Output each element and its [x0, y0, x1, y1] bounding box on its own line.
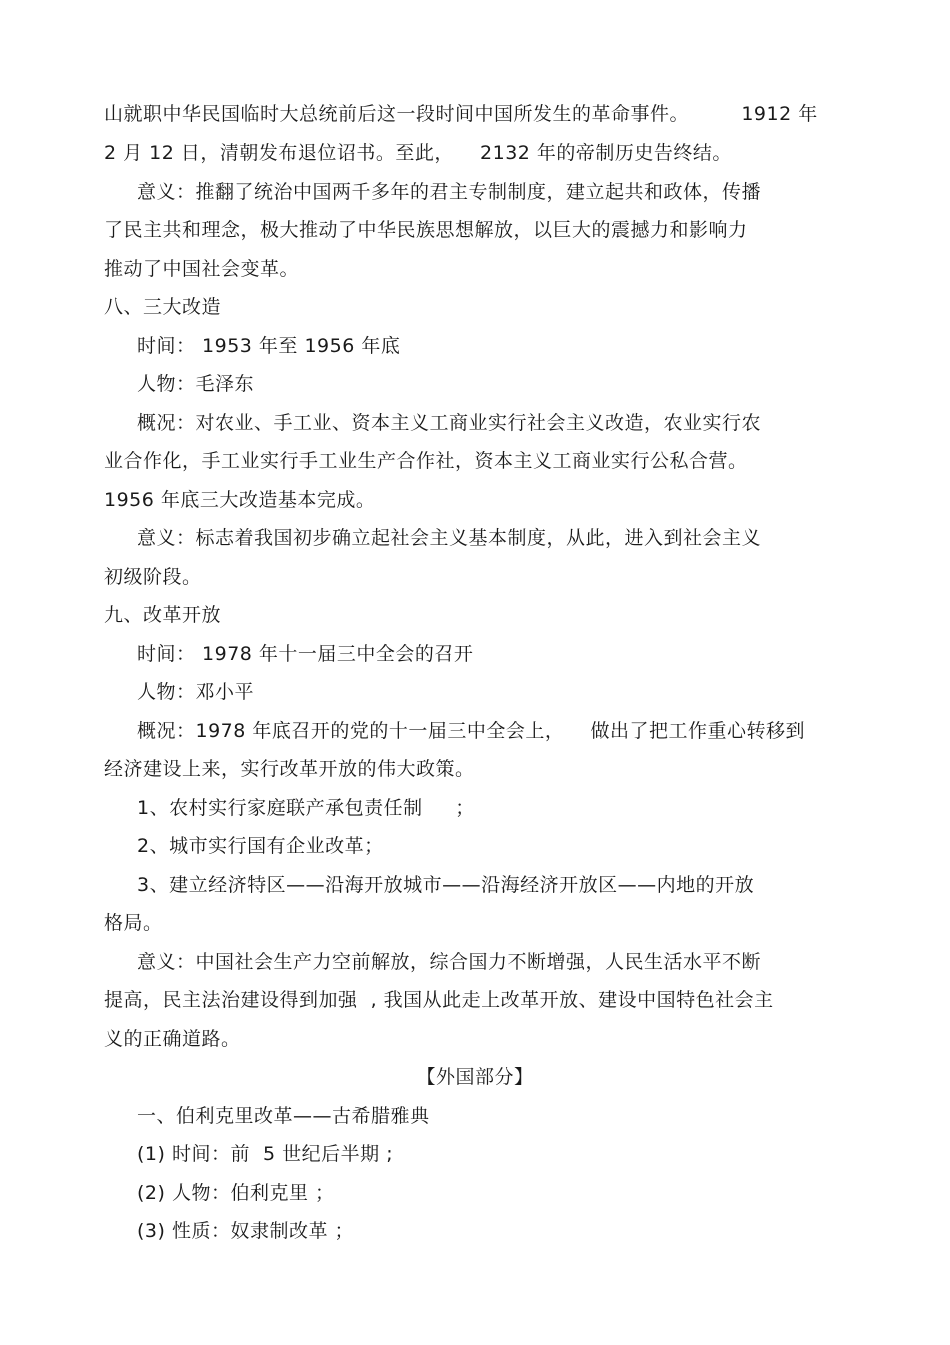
- text-line: 时间： 1978 年十一届三中全会的召开: [137, 643, 474, 665]
- text-line: 意义：中国社会生产力空前解放，综合国力不断增强，人民生活水平不断: [137, 951, 762, 973]
- text-line: 概况：对农业、手工业、资本主义工商业实行社会主义改造，农业实行农: [137, 412, 762, 434]
- text-line: 格局。: [104, 912, 163, 934]
- text-line: 经济建设上来，实行改革开放的伟大政策。: [104, 758, 475, 780]
- text-line: 2 月 12 日，清朝发布退位诏书。至此， 2132 年的帝制历史告终结。: [104, 142, 732, 164]
- text-line: 山就职中华民国临时大总统前后这一段时间中国所发生的革命事件。 1912 年: [104, 103, 818, 125]
- text-line: 人物：毛泽东: [137, 373, 255, 395]
- list-item: 2、城市实行国有企业改革；: [137, 835, 384, 857]
- section-heading: 九、改革开放: [104, 604, 222, 626]
- text-line: 提高，民主法治建设得到加强 , 我国从此走上改革开放、建设中国特色社会主: [104, 989, 774, 1011]
- list-item: 3、建立经济特区——沿海开放城市——沿海经济开放区——内地的开放: [137, 874, 755, 896]
- list-item: (2) 人物：伯利克里 ；: [137, 1182, 335, 1204]
- text-line: 意义：推翻了统治中国两千多年的君主专制制度，建立起共和政体，传播: [137, 181, 762, 203]
- section-heading: 一、伯利克里改革——古希腊雅典: [137, 1105, 430, 1127]
- section-heading: 八、三大改造: [104, 296, 222, 318]
- text-line: 时间： 1953 年至 1956 年底: [137, 335, 401, 357]
- text-line: 了民主共和理念，极大推动了中华民族思想解放，以巨大的震撼力和影响力: [104, 219, 748, 241]
- text-line: 1956 年底三大改造基本完成。: [104, 489, 376, 511]
- list-item: 1、农村实行家庭联产承包责任制 ；: [137, 797, 475, 819]
- list-item: (3) 性质：奴隶制改革 ；: [137, 1220, 354, 1242]
- text-line: 义的正确道路。: [104, 1028, 241, 1050]
- text-line: 初级阶段。: [104, 566, 202, 588]
- text-line: 概况：1978 年底召开的党的十一届三中全会上， 做出了把工作重心转移到: [137, 720, 806, 742]
- text-line: 业合作化，手工业实行手工业生产合作社，资本主义工商业实行公私合营。: [104, 450, 748, 472]
- part-heading: 【外国部分】: [416, 1066, 534, 1088]
- text-line: 意义：标志着我国初步确立起社会主义基本制度，从此，进入到社会主义: [137, 527, 762, 549]
- text-line: 推动了中国社会变革。: [104, 258, 300, 280]
- list-item: (1) 时间：前 5 世纪后半期 ;: [137, 1143, 394, 1165]
- text-line: 人物：邓小平: [137, 681, 255, 703]
